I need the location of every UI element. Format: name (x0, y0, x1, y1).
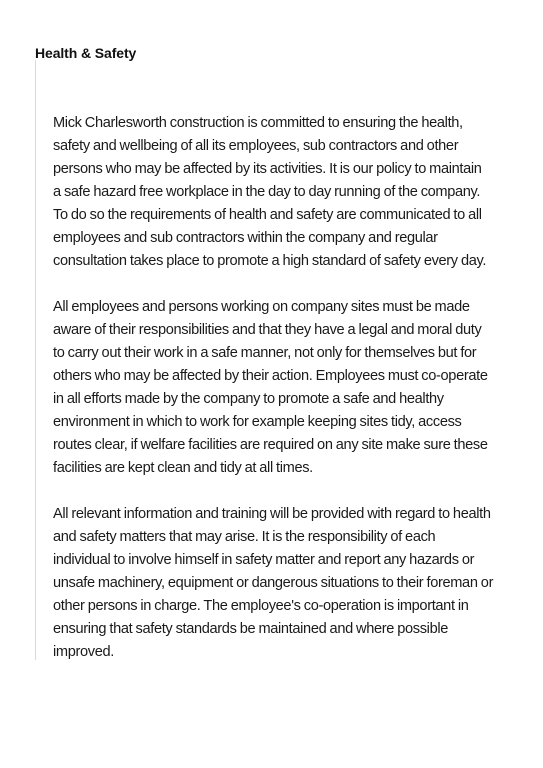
section-heading: Health & Safety (35, 45, 137, 61)
body-text (53, 112, 533, 687)
paragraph-responsibilities: All employees and persons working on company sites must be made aware of their responsibilities and that they have a legal and moral duty to carry out their work in a safe manner, not only for themselves but for others who may be affected by their action. Employees must co-operate in all efforts made by the company to promote a safe and healthy environment in which to work for example keeping sites tidy, access routes clear, if welfare facilities are required on any site make sure these facilities are kept clean and tidy at all times. (53, 299, 488, 476)
margin-rule (35, 60, 36, 660)
paragraph-policy: Mick Charlesworth construction is committed to ensuring the health, safety and wellbeing of all its employees, sub contractors and other persons who may be affected by its activities. It is our policy to maintain a safe hazard free workplace in the day to day running of the company. To do so the requirements of health and safety are communicated to all employees and sub contractors within the company and regular consultation takes place to promote a high standard of safety every day. (53, 115, 487, 269)
paragraph-training: All relevant information and training will be provided with regard to health and safety matters that may arise. It is the responsibility of each individual to involve himself in safety matter and report any hazards or unsafe machinery, equipment or dangerous situations to their foreman or other persons in charge. The employee's co-operation is important in ensuring that safety standards be maintained and where possible improved. (53, 506, 494, 660)
